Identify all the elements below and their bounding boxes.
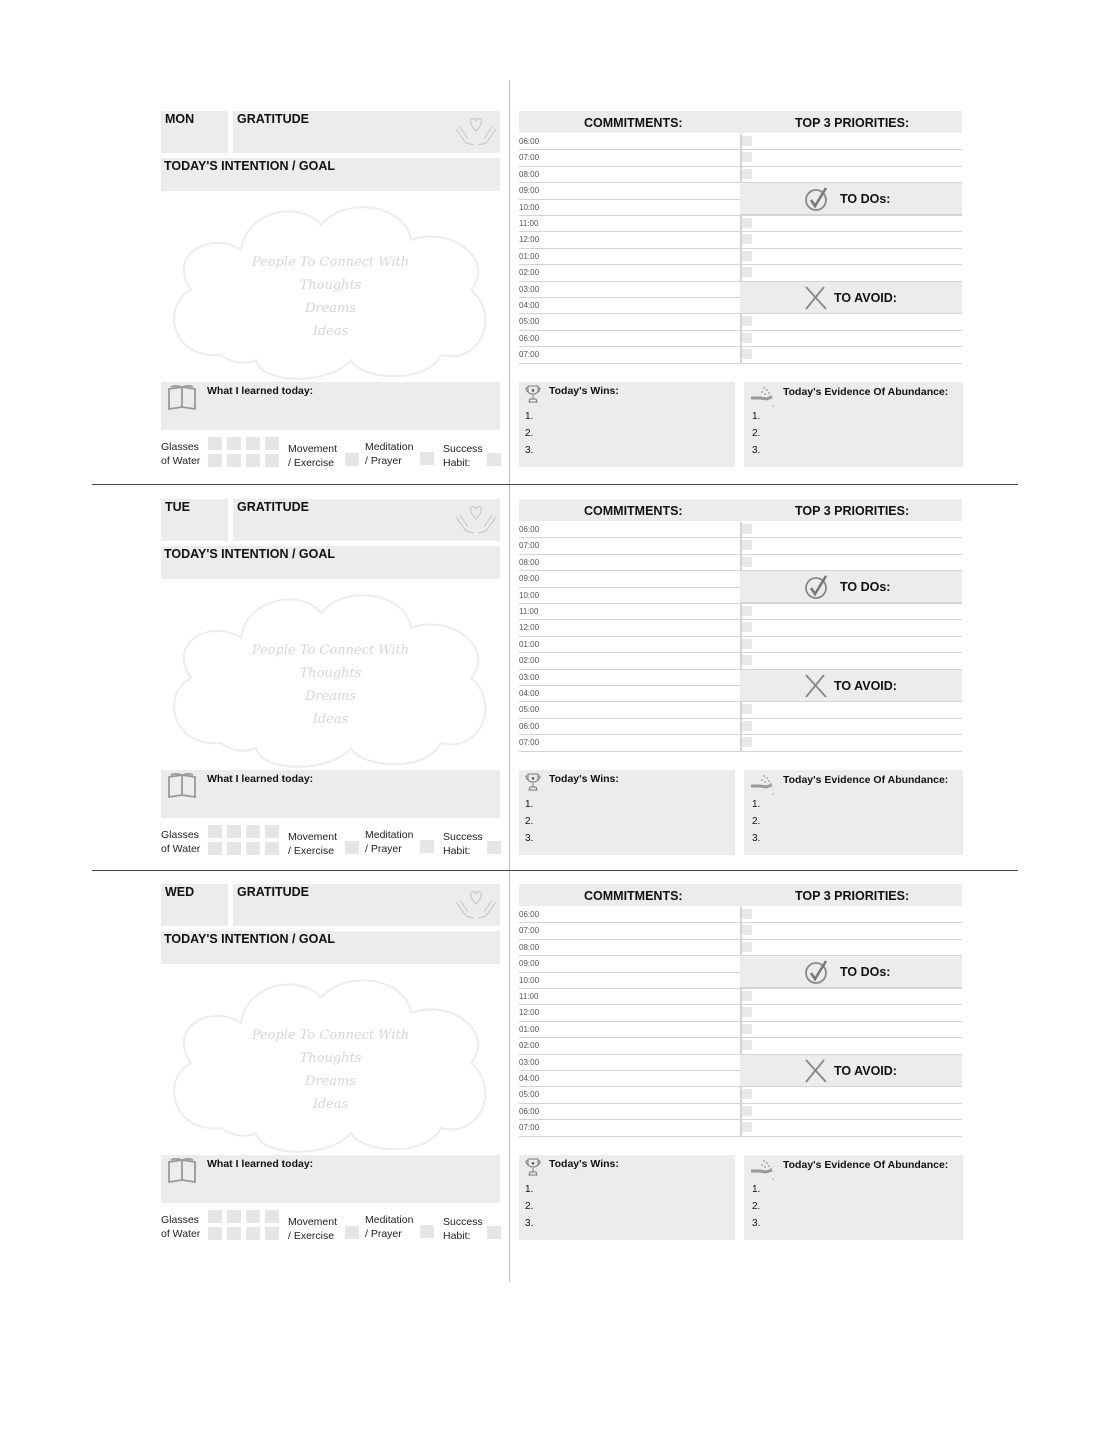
hand-sparkles-icon — [750, 1157, 776, 1181]
hand-sparkles-icon — [750, 384, 776, 408]
success-habit-label: Success Habit: — [443, 831, 483, 857]
water-checkbox[interactable] — [265, 1227, 279, 1240]
success-habit-checkbox[interactable] — [487, 1226, 501, 1239]
time-label: 03:00 — [519, 1057, 540, 1067]
time-label: 01:00 — [519, 1024, 540, 1034]
time-label: 08:00 — [519, 169, 540, 179]
water-checkbox[interactable] — [265, 825, 279, 838]
avoid-label: TO AVOID: — [834, 1063, 897, 1078]
cloud-prompt: People To Connect With — [251, 1028, 410, 1043]
task-checkbox[interactable] — [742, 991, 752, 1001]
x-icon — [804, 285, 828, 311]
time-label: 12:00 — [519, 1008, 540, 1018]
meditation-label: Meditation / Prayer — [365, 441, 414, 467]
gratitude-box[interactable] — [233, 111, 500, 153]
water-checkbox[interactable] — [227, 437, 241, 450]
time-row[interactable] — [519, 989, 962, 1005]
avoid-section — [740, 282, 962, 314]
task-checkbox[interactable] — [742, 1007, 752, 1017]
wins-item-number: 1. — [525, 411, 534, 422]
trophy-icon — [525, 385, 541, 405]
time-label: 07:00 — [519, 541, 540, 551]
task-checkbox[interactable] — [742, 524, 752, 534]
abundance-item-number: 3. — [752, 445, 761, 456]
meditation-label: Meditation / Prayer — [365, 829, 414, 855]
time-row[interactable] — [519, 265, 962, 281]
time-row[interactable] — [519, 522, 962, 538]
time-label: 01:00 — [519, 639, 540, 649]
time-label: 12:00 — [519, 235, 540, 245]
learned-label: What I learned today: — [207, 385, 314, 397]
time-row[interactable] — [519, 1120, 962, 1136]
water-checkbox[interactable] — [227, 1227, 241, 1240]
water-checkbox[interactable] — [208, 437, 222, 450]
task-checkbox[interactable] — [742, 1106, 752, 1116]
time-label: 12:00 — [519, 623, 540, 633]
task-checkbox[interactable] — [742, 1040, 752, 1050]
time-row[interactable] — [519, 653, 962, 669]
time-row[interactable] — [519, 702, 962, 718]
todos-label: TO DOs: — [840, 192, 891, 207]
gratitude-label: GRATITUDE — [237, 112, 309, 126]
cloud-prompt: Dreams — [304, 301, 357, 316]
water-checkbox[interactable] — [227, 842, 241, 855]
time-label: 07:00 — [519, 926, 540, 936]
book-icon — [167, 1158, 197, 1184]
time-row[interactable] — [519, 249, 962, 265]
task-checkbox[interactable] — [742, 721, 752, 731]
time-label: 10:00 — [519, 590, 540, 600]
learned-box[interactable] — [161, 382, 500, 430]
movement-label: Movement / Exercise — [288, 443, 338, 469]
check-circle-icon — [804, 186, 830, 212]
time-label: 03:00 — [519, 284, 540, 294]
wins-label: Today's Wins: — [549, 1158, 619, 1170]
learned-label: What I learned today: — [207, 1158, 314, 1170]
priorities-label: TOP 3 PRIORITIES: — [795, 504, 910, 518]
cloud-prompt: Thoughts — [299, 278, 362, 293]
water-checkbox[interactable] — [227, 454, 241, 467]
task-checkbox[interactable] — [742, 622, 752, 632]
day-box[interactable] — [161, 884, 228, 926]
trophy-icon — [525, 773, 541, 793]
water-checkbox[interactable] — [227, 825, 241, 838]
time-row[interactable] — [519, 1022, 962, 1038]
water-checkbox[interactable] — [246, 842, 260, 855]
cloud-prompt: Ideas — [312, 1097, 349, 1112]
wins-box[interactable] — [519, 1155, 735, 1240]
water-label: Glasses of Water — [161, 829, 201, 855]
priorities-label: TOP 3 PRIORITIES: — [795, 889, 910, 903]
success-habit-checkbox[interactable] — [487, 841, 501, 854]
movement-checkbox[interactable] — [345, 841, 359, 854]
movement-label: Movement / Exercise — [288, 831, 338, 857]
time-row[interactable] — [519, 555, 962, 571]
abundance-box[interactable] — [744, 1155, 963, 1240]
day-label: WED — [165, 885, 195, 899]
hand-sparkles-icon — [750, 772, 776, 796]
task-checkbox[interactable] — [742, 349, 752, 359]
meditation-checkbox[interactable] — [420, 452, 434, 465]
gratitude-box[interactable] — [233, 884, 500, 926]
abundance-label: Today's Evidence Of Abundance: — [783, 386, 949, 398]
time-label: 06:00 — [519, 333, 540, 343]
time-label: 06:00 — [519, 1106, 540, 1116]
task-checkbox[interactable] — [742, 909, 752, 919]
abundance-item-number: 2. — [752, 428, 761, 439]
cloud-prompt: Ideas — [312, 712, 349, 727]
time-label: 06:00 — [519, 525, 540, 534]
success-habit-checkbox[interactable] — [487, 453, 501, 466]
water-checkbox[interactable] — [265, 437, 279, 450]
time-label: 05:00 — [519, 317, 540, 327]
schedule-header — [519, 884, 962, 906]
priorities-label: TOP 3 PRIORITIES: — [795, 116, 910, 130]
cloud-prompt: Dreams — [304, 689, 357, 704]
success-habit-label: Success Habit: — [443, 443, 483, 469]
time-row[interactable] — [519, 232, 962, 248]
x-icon — [804, 1058, 828, 1084]
day-block — [0, 498, 1112, 878]
day-label: MON — [165, 112, 195, 126]
time-label: 03:00 — [519, 672, 540, 682]
water-checkbox[interactable] — [208, 1227, 222, 1240]
task-checkbox[interactable] — [742, 1089, 752, 1099]
time-label: 02:00 — [519, 1041, 540, 1051]
time-row[interactable] — [519, 923, 962, 939]
water-checkbox[interactable] — [227, 1210, 241, 1223]
todos-label: TO DOs: — [840, 965, 891, 980]
day-block — [0, 883, 1112, 1263]
task-checkbox[interactable] — [742, 557, 752, 567]
abundance-item-number: 1. — [752, 1184, 761, 1195]
movement-checkbox[interactable] — [345, 1226, 359, 1239]
day-box[interactable] — [161, 499, 228, 541]
learned-label: What I learned today: — [207, 773, 314, 785]
success-habit-label: Success Habit: — [443, 1216, 483, 1242]
movement-checkbox[interactable] — [345, 453, 359, 466]
cloud-prompt: People To Connect With — [251, 643, 410, 658]
time-label: 05:00 — [519, 1090, 540, 1100]
task-checkbox[interactable] — [742, 942, 752, 952]
avoid-section — [740, 670, 962, 702]
cloud-prompt: Thoughts — [299, 666, 362, 681]
day-label: TUE — [165, 500, 190, 514]
time-label: 11:00 — [519, 219, 539, 228]
time-label: 06:00 — [519, 137, 540, 146]
svg-text:★: ★ — [530, 776, 536, 782]
water-checkbox[interactable] — [208, 454, 222, 467]
task-checkbox[interactable] — [742, 152, 752, 162]
abundance-box[interactable] — [744, 770, 963, 855]
abundance-item-number: 1. — [752, 411, 761, 422]
time-row[interactable] — [519, 331, 962, 347]
time-row[interactable] — [519, 604, 962, 620]
time-label: 11:00 — [519, 607, 539, 616]
time-row[interactable] — [519, 538, 962, 554]
abundance-item-number: 3. — [752, 833, 761, 844]
time-row[interactable] — [519, 1005, 962, 1021]
task-checkbox[interactable] — [742, 251, 752, 261]
wins-item-number: 2. — [525, 816, 534, 827]
book-icon — [167, 385, 197, 411]
check-circle-icon — [804, 574, 830, 600]
intention-box[interactable] — [161, 546, 500, 579]
cloud-prompt: People To Connect With — [251, 255, 410, 270]
time-label: 07:00 — [519, 350, 540, 360]
abundance-box[interactable] — [744, 382, 963, 467]
abundance-label: Today's Evidence Of Abundance: — [783, 774, 949, 786]
water-checkbox[interactable] — [265, 1210, 279, 1223]
schedule-header — [519, 499, 962, 521]
wins-label: Today's Wins: — [549, 385, 619, 397]
time-label: 11:00 — [519, 992, 539, 1001]
intention-box[interactable] — [161, 158, 500, 191]
task-checkbox[interactable] — [742, 218, 752, 228]
wins-label: Today's Wins: — [549, 773, 619, 785]
water-checkbox[interactable] — [246, 1227, 260, 1240]
time-label: 02:00 — [519, 656, 540, 666]
wins-item-number: 3. — [525, 833, 534, 844]
svg-text:★: ★ — [530, 1161, 536, 1167]
intention-box[interactable] — [161, 931, 500, 964]
abundance-item-number: 1. — [752, 799, 761, 810]
intention-label: TODAY'S INTENTION / GOAL — [164, 159, 336, 173]
commitments-label: COMMITMENTS: — [584, 889, 683, 903]
task-checkbox[interactable] — [742, 169, 752, 179]
wins-item-number: 2. — [525, 1201, 534, 1212]
abundance-item-number: 2. — [752, 816, 761, 827]
wins-box[interactable] — [519, 382, 735, 467]
wins-item-number: 1. — [525, 799, 534, 810]
time-row[interactable] — [519, 719, 962, 735]
water-checkbox[interactable] — [208, 1210, 222, 1223]
time-row[interactable] — [519, 216, 962, 232]
intention-label: TODAY'S INTENTION / GOAL — [164, 932, 336, 946]
time-row[interactable] — [519, 940, 962, 956]
time-label: 09:00 — [519, 186, 540, 196]
commitments-label: COMMITMENTS: — [584, 116, 683, 130]
gratitude-box[interactable] — [233, 499, 500, 541]
time-label: 09:00 — [519, 574, 540, 584]
day-block — [0, 110, 1112, 490]
time-row[interactable] — [519, 735, 962, 751]
heart-hands-icon — [454, 503, 498, 539]
abundance-label: Today's Evidence Of Abundance: — [783, 1159, 949, 1171]
task-checkbox[interactable] — [742, 234, 752, 244]
task-checkbox[interactable] — [742, 737, 752, 747]
schedule-header — [519, 111, 962, 133]
water-checkbox[interactable] — [208, 825, 222, 838]
time-label: 10:00 — [519, 975, 540, 985]
wins-box[interactable] — [519, 770, 735, 855]
gratitude-label: GRATITUDE — [237, 885, 309, 899]
time-row[interactable] — [519, 150, 962, 166]
time-row[interactable] — [519, 167, 962, 183]
learned-box[interactable] — [161, 770, 500, 818]
todos-section — [740, 571, 962, 603]
abundance-item-number: 3. — [752, 1218, 761, 1229]
gratitude-label: GRATITUDE — [237, 500, 309, 514]
check-circle-icon — [804, 959, 830, 985]
time-label: 08:00 — [519, 942, 540, 952]
time-label: 05:00 — [519, 705, 540, 715]
task-checkbox[interactable] — [742, 333, 752, 343]
cloud-prompt: Ideas — [312, 324, 349, 339]
time-row[interactable] — [519, 1038, 962, 1054]
time-label: 04:00 — [519, 301, 540, 310]
water-checkbox[interactable] — [265, 454, 279, 467]
x-icon — [804, 673, 828, 699]
water-label: Glasses of Water — [161, 441, 201, 467]
intention-label: TODAY'S INTENTION / GOAL — [164, 547, 336, 561]
abundance-item-number: 2. — [752, 1201, 761, 1212]
trophy-icon — [525, 1158, 541, 1178]
wins-item-number: 2. — [525, 428, 534, 439]
task-checkbox[interactable] — [742, 1122, 752, 1132]
time-label: 07:00 — [519, 153, 540, 163]
time-label: 01:00 — [519, 251, 540, 261]
water-checkbox[interactable] — [208, 842, 222, 855]
task-checkbox[interactable] — [742, 540, 752, 550]
task-checkbox[interactable] — [742, 1024, 752, 1034]
time-label: 06:00 — [519, 721, 540, 731]
time-row[interactable] — [519, 347, 962, 363]
commitments-label: COMMITMENTS: — [584, 504, 683, 518]
time-row[interactable] — [519, 620, 962, 636]
task-checkbox[interactable] — [742, 316, 752, 326]
time-row[interactable] — [519, 907, 962, 923]
wins-item-number: 3. — [525, 445, 534, 456]
time-label: 07:00 — [519, 738, 540, 748]
avoid-label: TO AVOID: — [834, 678, 897, 693]
time-label: 07:00 — [519, 1123, 540, 1133]
time-label: 10:00 — [519, 202, 540, 212]
day-box[interactable] — [161, 111, 228, 153]
todos-section — [740, 956, 962, 988]
time-label: 09:00 — [519, 959, 540, 969]
wins-item-number: 3. — [525, 1218, 534, 1229]
cloud-prompt: Dreams — [304, 1074, 357, 1089]
time-row[interactable] — [519, 314, 962, 330]
meditation-label: Meditation / Prayer — [365, 1214, 414, 1240]
task-checkbox[interactable] — [742, 925, 752, 935]
learned-box[interactable] — [161, 1155, 500, 1203]
task-checkbox[interactable] — [742, 639, 752, 649]
todos-label: TO DOs: — [840, 580, 891, 595]
heart-hands-icon — [454, 888, 498, 924]
time-label: 02:00 — [519, 268, 540, 278]
water-checkbox[interactable] — [246, 825, 260, 838]
task-checkbox[interactable] — [742, 606, 752, 616]
water-label: Glasses of Water — [161, 1214, 201, 1240]
time-label: 04:00 — [519, 689, 540, 698]
task-checkbox[interactable] — [742, 136, 752, 146]
meditation-checkbox[interactable] — [420, 1225, 434, 1238]
svg-text:★: ★ — [530, 388, 536, 394]
movement-label: Movement / Exercise — [288, 1216, 338, 1242]
time-label: 06:00 — [519, 910, 540, 919]
water-checkbox[interactable] — [265, 842, 279, 855]
time-row[interactable] — [519, 1087, 962, 1103]
avoid-section — [740, 1055, 962, 1087]
task-checkbox[interactable] — [742, 704, 752, 714]
avoid-label: TO AVOID: — [834, 290, 897, 305]
time-row[interactable] — [519, 134, 962, 150]
task-checkbox[interactable] — [742, 267, 752, 277]
time-row[interactable] — [519, 637, 962, 653]
water-checkbox[interactable] — [246, 454, 260, 467]
time-label: 04:00 — [519, 1074, 540, 1083]
meditation-checkbox[interactable] — [420, 840, 434, 853]
time-label: 08:00 — [519, 557, 540, 567]
book-icon — [167, 773, 197, 799]
cloud-prompt: Thoughts — [299, 1051, 362, 1066]
water-checkbox[interactable] — [246, 437, 260, 450]
todos-section — [740, 183, 962, 215]
heart-hands-icon — [454, 115, 498, 151]
wins-item-number: 1. — [525, 1184, 534, 1195]
task-checkbox[interactable] — [742, 655, 752, 665]
water-checkbox[interactable] — [246, 1210, 260, 1223]
time-row[interactable] — [519, 1104, 962, 1120]
